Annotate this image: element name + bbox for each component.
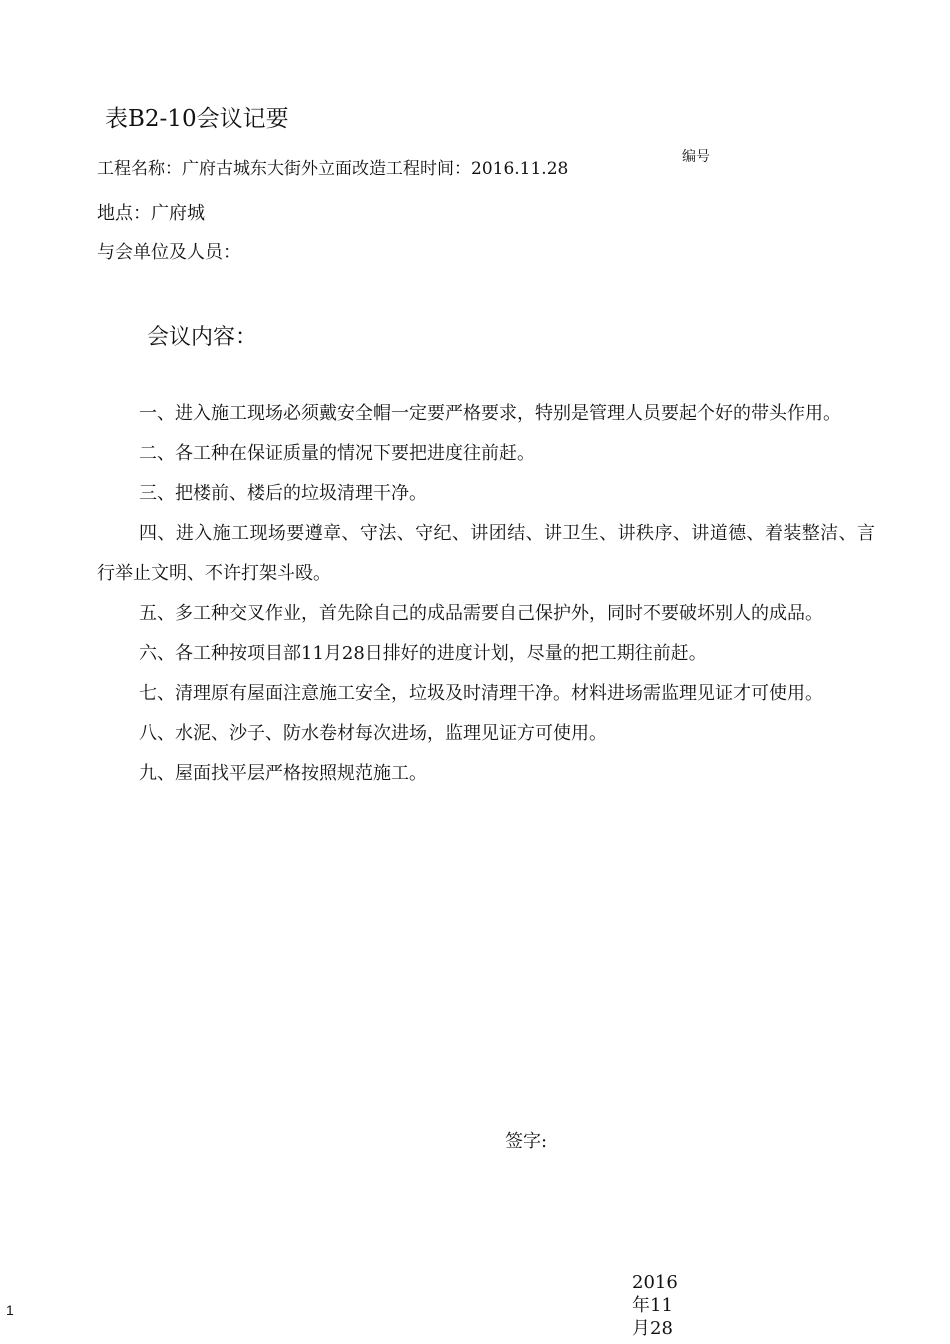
meeting-items xyxy=(97,394,875,794)
meeting-location: 地点：广府城 xyxy=(97,203,205,224)
project-name-and-time: 工程名称：广府古城东大街外立面改造工程时间：2016.11.28 xyxy=(97,159,569,179)
meeting-item: 五、多工种交叉作业，首先除自己的成品需要自己保护外，同时不要破坏别人的成品。 xyxy=(139,603,823,624)
page-number: 1 xyxy=(6,1302,14,1318)
meeting-item: 八、水泥、沙子、防水卷材每次进场，监理见证方可使用。 xyxy=(139,723,607,744)
date-month: 年11 xyxy=(632,1295,673,1316)
meeting-item: 六、各工种按项目部11月28日排好的进度计划，尽量的把工期往前赶。 xyxy=(139,643,707,664)
meeting-item: 三、把楼前、楼后的垃圾清理干净。 xyxy=(139,483,427,504)
meeting-item: 九、屋面找平层严格按照规范施工。 xyxy=(139,763,427,784)
date-day: 月28 xyxy=(632,1318,673,1339)
content-heading: 会议内容： xyxy=(147,325,258,350)
date-year: 2016 xyxy=(632,1272,678,1293)
signature-date xyxy=(632,1271,682,1340)
meeting-item: 一、进入施工现场必须戴安全帽一定要严格要求，特别是管理人员要起个好的带头作用。 xyxy=(139,403,841,424)
meeting-item: 二、各工种在保证质量的情况下要把进度往前赶。 xyxy=(139,443,535,464)
signature-label: 签字: xyxy=(505,1131,548,1152)
serial-number-label: 编号 xyxy=(682,149,710,165)
meeting-item: 四、进入施工现场要遵章、守法、守纪、讲团结、讲卫生、讲秩序、讲道德、着装整洁、言行举止文明、不许打架斗殴。 xyxy=(97,523,875,584)
document-title: 表B2-10会议记要 xyxy=(105,106,289,132)
attendees-label: 与会单位及人员： xyxy=(97,242,241,263)
meeting-item: 七、清理原有屋面注意施工安全，垃圾及时清理干净。材料进场需监理见证才可使用。 xyxy=(139,683,823,704)
